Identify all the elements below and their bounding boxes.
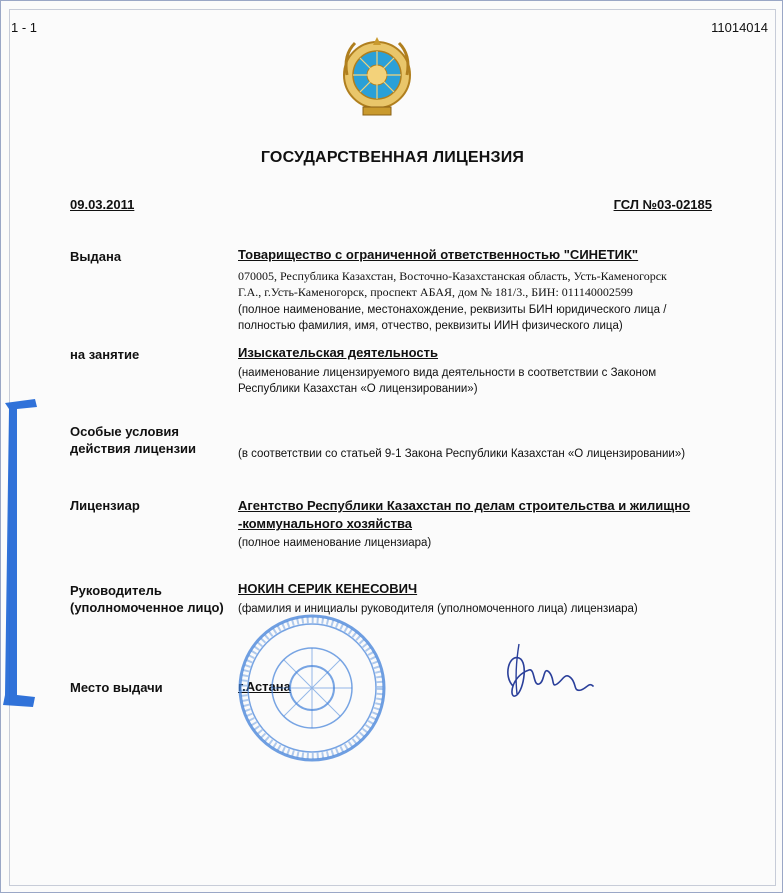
issued-to-block	[238, 247, 728, 334]
state-emblem-icon	[341, 35, 413, 119]
special-conditions-label-line1: Особые условия	[70, 424, 179, 439]
activity-block	[238, 345, 728, 397]
place-value: г.Астана	[238, 679, 291, 694]
licensor-label: Лицензиар	[70, 498, 140, 513]
head-block	[238, 581, 728, 617]
activity-note-line1: (наименование лицензируемого вида деятельности в соответствии с Законом	[238, 367, 657, 379]
issued-to-note-line1: (полное наименование, местонахождение, реквизиты БИН юридического лица /	[238, 304, 667, 316]
issue-date: 09.03.2011	[70, 197, 135, 212]
special-conditions-note: (в соответствии со статьей 9-1 Закона Республики Казахстан «О лицензировании»)	[238, 448, 686, 460]
signature-icon	[499, 636, 599, 706]
head-value: НОКИН СЕРИК КЕНЕСОВИЧ	[238, 581, 418, 596]
special-conditions-label	[70, 423, 196, 457]
document-id: 11014014	[711, 20, 768, 35]
activity-label: на занятие	[70, 347, 140, 362]
official-stamp-icon	[237, 613, 387, 763]
issued-to-note-line2: полностью фамилия, имя, отчество, реквизиты ИИН физического лица)	[238, 320, 623, 332]
place-label: Место выдачи	[70, 680, 163, 695]
licensor-value-line1: Агентство Республики Казахстан по делам строительства и жилищно	[238, 498, 691, 513]
licensor-block	[238, 497, 728, 551]
activity-value: Изыскательская деятельность	[238, 345, 439, 360]
page-counter: 1 - 1	[11, 20, 38, 35]
issued-to-label: Выдана	[70, 249, 122, 264]
head-label	[70, 582, 224, 616]
licensor-note: (полное наименование лицензиара)	[238, 537, 432, 549]
license-number: ГСЛ №03-02185	[613, 197, 712, 212]
special-conditions-label-line2: действия лицензии	[70, 441, 197, 456]
head-note: (фамилия и инициалы руководителя (уполномоченного лица) лицензиара)	[238, 603, 638, 615]
licensee-address-line1: 070005, Республика Казахстан, Восточно-Казахстанская область, Усть-Каменогорск	[238, 269, 667, 283]
licensor-value-line2: -коммунального хозяйства	[238, 516, 413, 531]
page-title: ГОСУДАРСТВЕННАЯ ЛИЦЕНЗИЯ	[260, 149, 525, 166]
licensee-address-line2: Г.А., г.Усть-Каменогорск, проспект АБАЯ, дом № 181/3., БИН: 011140002599	[238, 285, 633, 299]
blue-tape-mark	[1, 399, 39, 709]
head-label-line2: (уполномоченное лицо)	[70, 600, 224, 615]
licensee-name: Товарищество с ограниченной ответственностью "СИНЕТИК"	[238, 247, 639, 262]
head-label-line1: Руководитель	[70, 583, 162, 598]
activity-note-line2: Республики Казахстан «О лицензировании»)	[238, 383, 478, 395]
